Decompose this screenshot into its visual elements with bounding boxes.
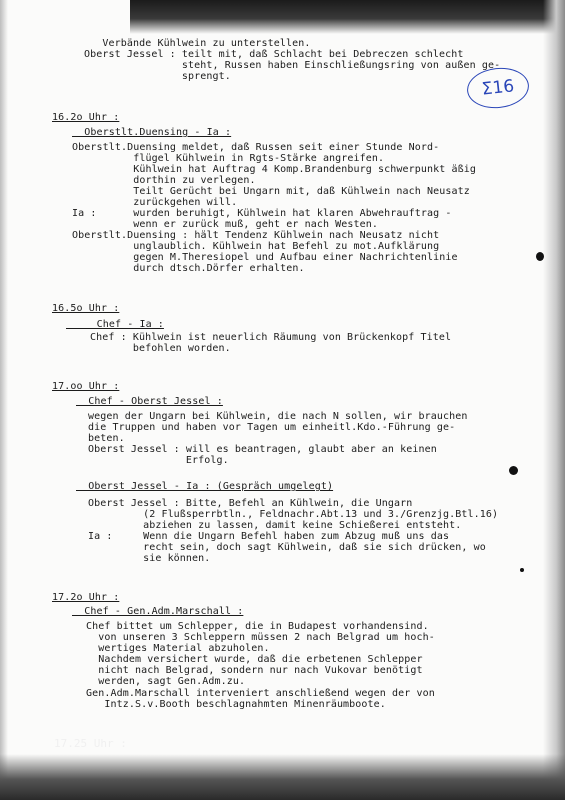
- scan-edge-left: [0, 0, 8, 800]
- text-line: wegen der Ungarn bei Kühlwein, die nach N sollen, wir brauchen: [88, 411, 468, 422]
- text-line: Nachdem versichert wurde, daß die erbetenen Schlepper: [86, 654, 423, 665]
- section-heading: Chef - Oberst Jessel :: [76, 396, 223, 407]
- time-heading: 17.oo Uhr :: [52, 381, 120, 392]
- section-heading: Oberst Jessel - Ia : (Gespräch umgelegt): [76, 481, 334, 492]
- text-line: befohlen worden.: [90, 343, 231, 354]
- ink-spot: [536, 252, 544, 261]
- text-line: Gen.Adm.Marschall interveniert anschließend wegen der von: [86, 688, 435, 699]
- text-line: werden, sagt Gen.Adm.zu.: [86, 676, 246, 687]
- scan-edge-right: [543, 0, 565, 800]
- text-line: wenn er zurück muß, geht er nach Westen.: [72, 219, 379, 230]
- time-heading: 17.2o Uhr :: [52, 592, 120, 603]
- text-line: Chef : Kühlwein ist neuerlich Räumung von Brückenkopf Titel: [90, 332, 452, 343]
- text-line: sprengt.: [84, 71, 231, 82]
- text-line: Oberstlt.Duensing : hält Tendenz Kühlwein nach Neusatz nicht: [72, 230, 440, 241]
- text-line: Chef bittet um Schlepper, die in Budapest vorhandensind.: [86, 621, 429, 632]
- text-line: Ia : Wenn die Ungarn Befehl haben zum Abzug muß uns das: [88, 531, 450, 542]
- text-line: flügel Kühlwein in Rgts-Stärke angreifen.: [72, 153, 385, 164]
- time-heading: 16.5o Uhr :: [52, 303, 120, 314]
- section-heading: Chef - Ia :: [66, 319, 164, 330]
- ink-spot: [520, 568, 524, 572]
- text-line: dorthin zu verlegen.: [72, 175, 256, 186]
- scan-smudge-bottom: [0, 754, 565, 800]
- text-line: durch dtsch.Dörfer erhalten.: [72, 263, 305, 274]
- section-heading: Chef - Gen.Adm.Marschall :: [72, 606, 244, 617]
- text-line: Erfolg.: [88, 455, 229, 466]
- text-line: sie können.: [88, 553, 211, 564]
- text-line: (2 Flußsperrbtln., Feldnachr.Abt.13 und 3./Grenzjg.Btl.16): [88, 509, 499, 520]
- ink-spot: [509, 466, 518, 475]
- text-line: steht, Russen haben Einschließungsring von außen ge-: [84, 60, 501, 71]
- text-line: nicht nach Belgrad, sondern nur nach Vukovar benötigt: [86, 665, 423, 676]
- text-line: Verbände Kühlwein zu unterstellen.: [84, 38, 311, 49]
- text-line: Ia : wurden beruhigt, Kühlwein hat klaren Abwehrauftrag -: [72, 208, 452, 219]
- archive-stamp-text: Σ16: [480, 76, 516, 100]
- text-line: Oberst Jessel : Bitte, Befehl an Kühlwein, die Ungarn: [88, 498, 413, 509]
- section-heading: Oberstlt.Duensing - Ia :: [72, 127, 232, 138]
- text-line: Teilt Gerücht bei Ungarn mit, daß Kühlwein nach Neusatz: [72, 186, 470, 197]
- text-line: Intz.S.v.Booth beschlagnahmten Minenräumboote.: [86, 699, 386, 710]
- archive-stamp: [465, 65, 531, 111]
- text-line: unglaublich. Kühlwein hat Befehl zu mot.Aufklärung: [72, 241, 440, 252]
- bottom-time-entry: 17.25 Uhr :: [54, 737, 127, 750]
- text-line: Oberst Jessel : teilt mit, daß Schlacht bei Debreczen schlecht: [84, 49, 464, 60]
- text-line: beten.: [88, 433, 125, 444]
- text-line: recht sein, doch sagt Kühlwein, daß sie sich drücken, wo: [88, 542, 486, 553]
- text-line: Kühlwein hat Auftrag 4 Komp.Brandenburg schwerpunkt äßig: [72, 164, 476, 175]
- text-line: die Truppen und haben vor Tagen um einheitl.Kdo.-Führung ge-: [88, 422, 456, 433]
- text-line: Oberst Jessel : will es beantragen, glaubt aber an keinen: [88, 444, 437, 455]
- scan-smudge-top: [130, 0, 565, 34]
- text-line: abziehen zu lassen, damit keine Schießerei entsteht.: [88, 520, 462, 531]
- time-heading: 16.2o Uhr :: [52, 112, 120, 123]
- text-line: zurückgehen will.: [72, 197, 238, 208]
- text-line: von unseren 3 Schleppern müssen 2 nach Belgrad um hoch-: [86, 632, 435, 643]
- text-line: Oberstlt.Duensing meldet, daß Russen seit einer Stunde Nord-: [72, 142, 440, 153]
- text-line: gegen M.Theresiopel und Aufbau einer Nachrichtenlinie: [72, 252, 458, 263]
- text-line: wertiges Material abzuholen.: [86, 643, 270, 654]
